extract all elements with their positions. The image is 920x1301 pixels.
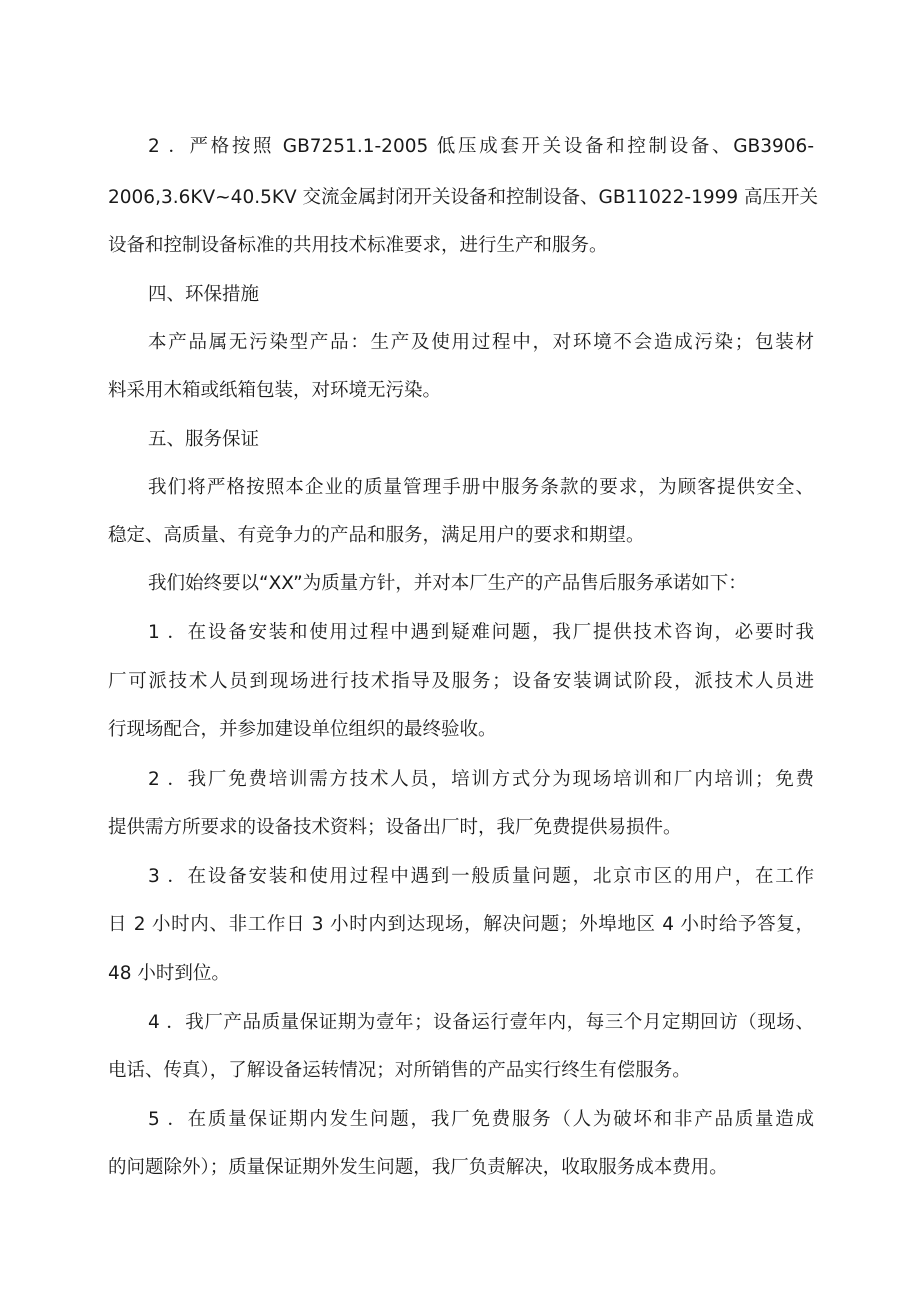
text-line: 稳定、高质量、有竞争力的产品和服务，满足用户的要求和期望。 xyxy=(108,525,645,546)
text-line: 我们将严格按照本企业的质量管理手册中服务条款的要求，为顾客提供安全、 xyxy=(148,477,814,498)
text-line: 本产品属无污染型产品：生产及使用过程中，对环境不会造成污染；包装材 xyxy=(148,332,814,353)
text-line: 3 ．在设备安装和使用过程中遇到一般质量问题，北京市区的用户，在工作 xyxy=(148,866,814,887)
text-line: 日 2 小时内、非工作日 3 小时内到达现场，解决问题；外埠地区 4 小时给予答复， xyxy=(108,914,814,935)
text-line: 行现场配合，并参加建设单位组织的最终验收。 xyxy=(108,719,497,740)
text-line: 2 ．严格按照 GB7251.1-2005 低压成套开关设备和控制设备、GB3906- xyxy=(148,136,814,157)
section-heading-service: 五、服务保证 xyxy=(148,429,260,450)
text-line: 1 ．在设备安装和使用过程中遇到疑难问题，我厂提供技术咨询，必要时我 xyxy=(148,622,814,643)
text-line: 2 ．我厂免费培训需方技术人员，培训方式分为现场培训和厂内培训；免费 xyxy=(148,769,814,790)
text-line: 4 ．我厂产品质量保证期为壹年；设备运行壹年内，每三个月定期回访（现场、 xyxy=(148,1012,814,1033)
text-line: 2006,3.6KV~40.5KV 交流金属封闭开关设备和控制设备、GB11022-1999 高压开关 xyxy=(108,187,819,208)
text-line: 电话、传真），了解设备运转情况；对所销售的产品实行终生有偿服务。 xyxy=(108,1060,691,1081)
text-line: 的问题除外）；质量保证期外发生问题，我厂负责解决，收取服务成本费用。 xyxy=(108,1157,728,1178)
text-line: 48 小时到位。 xyxy=(108,963,230,984)
text-line: 提供需方所要求的设备技术资料；设备出厂时，我厂免费提供易损件。 xyxy=(108,817,682,838)
text-line: 料采用木箱或纸箱包装，对环境无污染。 xyxy=(108,380,442,401)
text-line: 5 ．在质量保证期内发生问题，我厂免费服务（人为破坏和非产品质量造成 xyxy=(148,1109,814,1130)
section-heading-environment: 四、环保措施 xyxy=(148,284,260,305)
text-line: 我们始终要以“XX”为质量方针，并对本厂生产的产品售后服务承诺如下： xyxy=(148,573,747,594)
text-line: 设备和控制设备标准的共用技术标准要求，进行生产和服务。 xyxy=(108,235,608,256)
text-line: 厂可派技术人员到现场进行技术指导及服务；设备安装调试阶段，派技术人员进 xyxy=(108,671,814,692)
